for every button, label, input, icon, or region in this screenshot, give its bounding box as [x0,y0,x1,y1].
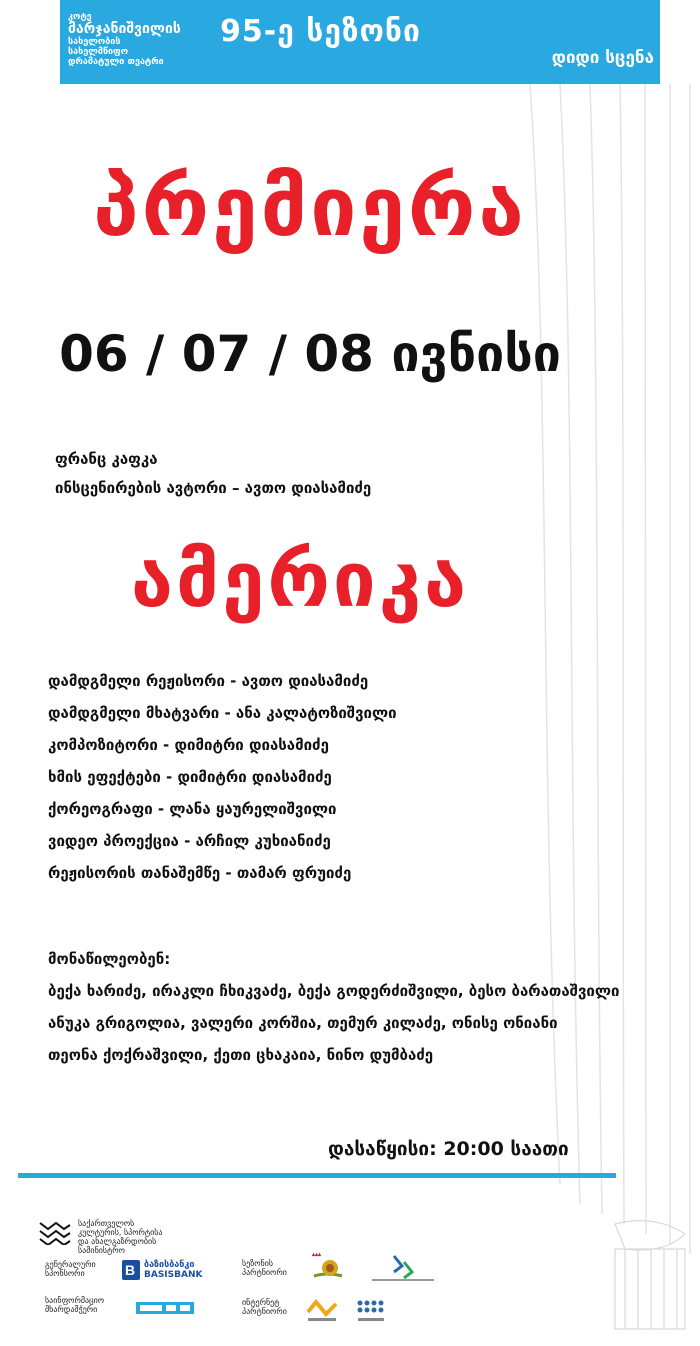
ministry-name-line: საქართველოს [78,1219,135,1228]
credits-list [48,672,518,896]
theatre-name-line: კოტე [68,12,92,22]
season-partner-label-line: სეზონის [242,1259,274,1268]
bank-name-ka: ბაზისბანკი [144,1260,195,1270]
cast-line: ანუკა გრიგოლია, ვალერი კორშია, თემურ კილაძე, ონისე ონიანი [48,1014,558,1032]
cast-heading: მონაწილეობენ: [48,950,171,968]
credit-line: ვიდეო პროექცია - არჩილ კუხიანიძე [48,832,331,850]
ministry-name-line: და ახალგაზრდობის [78,1237,157,1246]
stage-label: დიდი სცენა [551,48,654,68]
season-partner-label-line: პარტნიორი [242,1268,287,1277]
theatre-name-line: მარჯანიშვილის [68,21,181,37]
general-sponsor-label-line: სპონსორი [45,1269,85,1278]
premiere-heading: პრემიერა [93,160,527,255]
season-partner-label [242,1259,302,1277]
internet-partner-label-line: ინტერნეტ [242,1298,280,1307]
credit-line: დამდგმელი მხატვარი - ანა კალატოზიშვილი [48,704,397,722]
media-sponsor-label-line: მხარდამჭერი [45,1305,98,1314]
snail-logo-icon [308,1248,348,1282]
theatre-name-line: სახელმწიფო [68,47,129,57]
media-sponsor-label [45,1296,115,1314]
credit-line: დამდგმელი რეჟისორი - ავთო დიასამიძე [48,672,369,690]
bank-name-en: BASISBANK [144,1270,203,1280]
internet-partner-label-line: პარტნიორი [242,1307,287,1316]
ministry-name-line: სამინისტრო [78,1246,125,1255]
artarea-tv-logo-icon [136,1302,194,1314]
season-label: 95-ე სეზონი [220,14,421,49]
theatre-name-line: სახელობის [68,37,121,47]
ministry-name-line: კულტურის, სპორტისა [78,1228,163,1237]
cast-list [48,982,648,1078]
media-sponsor-label-line: საინფორმაციო [45,1296,105,1305]
svg-text:▴▴▴: ▴▴▴ [312,1252,322,1258]
svg-text:B: B [125,1262,136,1278]
credit-line: ხმის ეფექტები - დიმიტრი დიასამიძე [48,768,332,786]
theatre-name [68,12,218,67]
header-banner [60,0,660,84]
general-sponsor-label-line: გენერალური [45,1260,96,1269]
author-name: ფრანც კაფკა [55,450,158,468]
ministry-logo-icon [38,1219,72,1245]
internet-partner-label [242,1298,302,1316]
divider [18,1173,616,1178]
play-title: ამერიკა [130,535,470,624]
helix-group-logo-icon [302,1298,342,1324]
start-time: დასაწყისი: 20:00 საათი [328,1138,569,1160]
cast-line: ბექა ხარიძე, ირაკლი ჩხიკვაძე, ბექა გოდერძიშვილი, ბესო ბარათაშვილი [48,982,620,1000]
credit-line: კომპოზიტორი - დიმიტრი დიასამიძე [48,736,329,754]
adaptation-author: ინსცენირების ავტორი – ავთო დიასამიძე [55,479,372,497]
performance-dates: 06 / 07 / 08 ივნისი [59,325,561,383]
box-office-logo-icon [368,1254,438,1284]
credit-line: რეჟისორის თანაშემწე - თამარ ფრუიძე [48,864,352,882]
credit-line: ქორეოგრაფი - ლანა ყაურელიშვილი [48,800,337,818]
tickets-logo-icon [352,1298,392,1326]
cast-line: თეონა ქოქრაშვილი, ქეთი ცხაკაია, ნინო დუმბაძე [48,1046,434,1064]
theatre-name-line: დრამატული თეატრი [68,57,164,67]
general-sponsor-label [45,1260,105,1278]
ministry-name [78,1219,178,1255]
